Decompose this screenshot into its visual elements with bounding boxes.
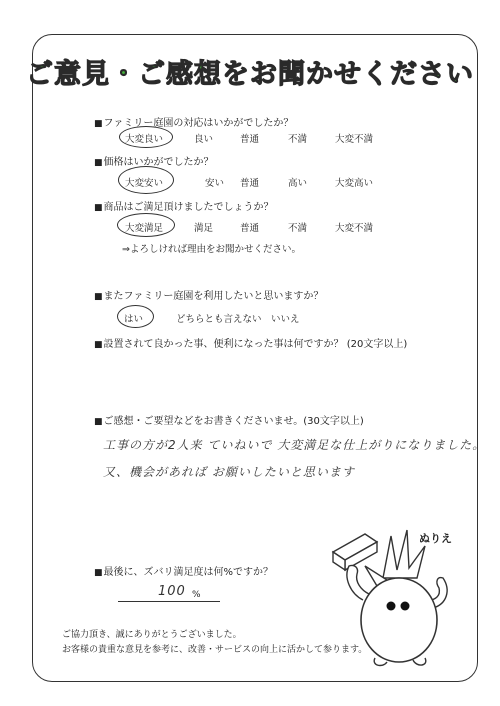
mascot-illustration — [325, 508, 455, 668]
q2-option-1[interactable]: 大変安い — [125, 178, 164, 189]
question-7-label: 最後に、ズバリ満足度は何%ですか？ — [103, 567, 274, 578]
question-3 — [94, 198, 274, 213]
q1-option-4[interactable]: 不満 — [288, 134, 308, 145]
handwritten-answer-line-1: 工事の方が2人来 ていねいで 大変満足な仕上がりになりました。 — [103, 438, 486, 452]
question-6-label: ご感想・ご要望などをお書きくださいませ。(30文字以上) — [103, 416, 364, 427]
q2-option-2[interactable]: 安い — [205, 178, 225, 189]
question-4 — [94, 287, 323, 302]
q4-option-3[interactable]: いいえ — [271, 314, 300, 325]
question-5 — [94, 335, 407, 350]
bullet-square: ■ — [94, 417, 103, 427]
bullet-square: ■ — [94, 340, 103, 350]
bullet-square: ■ — [94, 119, 103, 129]
selection-circle — [119, 126, 173, 148]
footer-thanks: ご協力頂き、誠にありがとうございました。 — [62, 630, 242, 640]
question-4-label: またファミリー庭園を利用したいと思いますか？ — [103, 291, 324, 302]
q3-option-5[interactable]: 大変不満 — [335, 223, 374, 234]
mascot-body — [361, 578, 437, 662]
mascot-eye-right — [401, 602, 410, 611]
q3-option-3[interactable]: 普通 — [240, 223, 260, 234]
question-1-label: ファミリー庭園の対応はいかがでしたか？ — [103, 118, 294, 129]
selection-circle — [117, 305, 154, 328]
footer-note: お客様の貴重な意見を参考に、改善・サービスの向上に活かして参ります。 — [62, 645, 368, 655]
q4-option-2[interactable]: どちらとも言えない — [176, 314, 262, 325]
q4-option-1[interactable]: はい — [124, 314, 144, 325]
question-3-label: 商品はご満足頂けましたでしょうか？ — [103, 202, 274, 213]
question-1 — [94, 114, 293, 129]
q2-option-3[interactable]: 普通 — [240, 178, 260, 189]
q1-option-3[interactable]: 普通 — [240, 134, 260, 145]
bullet-square: ■ — [94, 292, 103, 302]
answer-underline — [118, 601, 220, 602]
page-title: ご意見・ご感想をお聞かせください — [26, 59, 474, 90]
bullet-square: ■ — [94, 568, 103, 578]
q3-option-1[interactable]: 大変満足 — [125, 223, 164, 234]
question-2-label: 価格はいかがでしたか？ — [103, 157, 214, 168]
q1-option-2[interactable]: 良い — [194, 134, 214, 145]
percent-unit: % — [192, 590, 201, 600]
q1-option-5[interactable]: 大変不満 — [335, 134, 374, 145]
question-7 — [94, 563, 273, 578]
satisfaction-answer: 100 — [158, 584, 186, 599]
q2-option-5[interactable]: 大変高い — [335, 178, 374, 189]
q2-option-4[interactable]: 高い — [288, 178, 308, 189]
q3-option-4[interactable]: 不満 — [288, 223, 308, 234]
question-5-label: 設置されて良かった事、便利になった事は何ですか？ (20文字以上) — [103, 339, 408, 350]
selection-circle — [118, 166, 174, 194]
selection-circle — [117, 213, 175, 237]
reason-note: ⇒よろしければ理由をお聞かせください。 — [122, 244, 301, 255]
mascot-label: ぬりえ — [419, 532, 452, 545]
mascot-eye-left — [387, 602, 396, 611]
mascot-arm-left — [347, 565, 369, 600]
question-6 — [94, 412, 364, 427]
q1-option-1[interactable]: 大変良い — [125, 134, 164, 145]
q3-option-2[interactable]: 満足 — [194, 223, 214, 234]
handwritten-answer-line-2: 又、機会があれば お願いしたいと思います — [103, 465, 355, 479]
bullet-square: ■ — [94, 158, 103, 168]
bullet-square: ■ — [94, 203, 103, 213]
mascot-block — [333, 534, 377, 570]
